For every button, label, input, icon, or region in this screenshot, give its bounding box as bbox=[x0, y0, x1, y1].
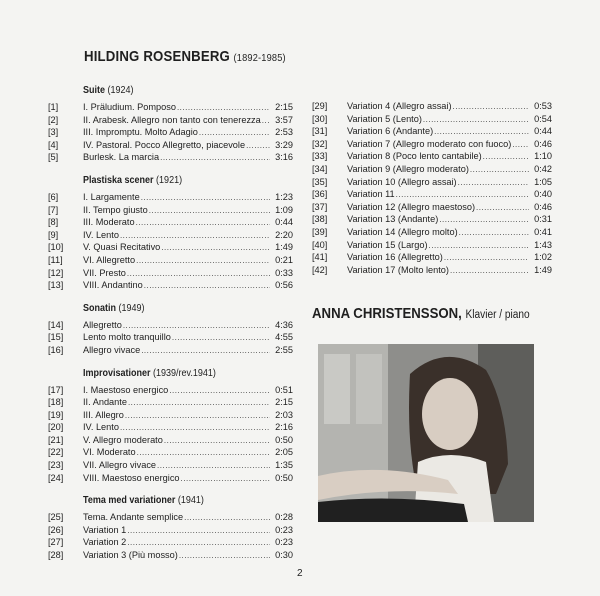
dot-leader bbox=[141, 345, 270, 358]
track-title: VI. Allegretto bbox=[83, 254, 136, 265]
track-duration: 2:15 bbox=[275, 397, 293, 408]
track-title: II. Tempo giusto bbox=[83, 204, 148, 215]
track-title: IV. Lento bbox=[83, 229, 119, 240]
track-duration: 0:50 bbox=[275, 472, 293, 483]
track-row bbox=[312, 188, 552, 201]
track-title: Variation 6 (Andante) bbox=[347, 126, 434, 137]
track-number: [6] bbox=[48, 191, 59, 202]
track-duration: 0:41 bbox=[534, 226, 552, 237]
track-row bbox=[48, 446, 293, 459]
track-row bbox=[48, 459, 293, 472]
track-number: [7] bbox=[48, 204, 59, 215]
track-number: [19] bbox=[48, 409, 64, 420]
track-row bbox=[48, 241, 293, 254]
dot-leader bbox=[179, 550, 270, 563]
track-number: [32] bbox=[312, 138, 328, 149]
performer-credit bbox=[312, 305, 530, 322]
track-title: II. Andante bbox=[83, 397, 127, 408]
track-row bbox=[312, 251, 552, 264]
track-duration: 0:50 bbox=[275, 434, 293, 445]
track-duration: 1:49 bbox=[275, 242, 293, 253]
track-number: [31] bbox=[312, 126, 328, 137]
track-number: [42] bbox=[312, 264, 328, 275]
track-row bbox=[48, 319, 293, 332]
track-row bbox=[312, 150, 552, 163]
track-title: Variation 13 (Andante) bbox=[347, 214, 439, 225]
composer-dates: (1892-1985) bbox=[233, 52, 286, 64]
track-number: [4] bbox=[48, 139, 59, 150]
track-duration: 1:10 bbox=[534, 151, 552, 162]
track-row bbox=[48, 191, 293, 204]
track-number: [41] bbox=[312, 252, 328, 263]
track-duration: 2:55 bbox=[275, 344, 293, 355]
composer-name: HILDING ROSENBERG bbox=[84, 48, 231, 65]
composer-heading bbox=[84, 48, 286, 65]
track-title: III. Impromptu. Molto Adagio bbox=[83, 127, 198, 138]
track-duration: 0:28 bbox=[275, 512, 293, 523]
track-number: [13] bbox=[48, 280, 64, 291]
track-title: Burlesk. La marcia bbox=[83, 152, 160, 163]
track-duration: 1:35 bbox=[275, 460, 293, 471]
track-title: Variation 2 bbox=[83, 537, 127, 548]
track-title: VII. Allegro vivace bbox=[83, 460, 157, 471]
track-row bbox=[48, 472, 293, 485]
track-row bbox=[312, 226, 552, 239]
track-row bbox=[48, 267, 293, 280]
track-duration: 4:55 bbox=[275, 332, 293, 343]
performer-photo bbox=[318, 344, 534, 522]
track-title: Allegretto bbox=[83, 319, 122, 330]
work-title: Tema med variationer (1941) bbox=[83, 495, 204, 507]
track-number: [11] bbox=[48, 254, 63, 265]
track-title: IV. Pastoral. Pocco Allegretto, piacevole bbox=[83, 139, 246, 150]
track-number: [38] bbox=[312, 214, 328, 225]
track-title: I. Präludium. Pomposo bbox=[83, 102, 176, 112]
track-number: [15] bbox=[48, 332, 64, 343]
track-duration: 0:46 bbox=[534, 201, 552, 212]
track-number: [35] bbox=[312, 176, 328, 187]
track-row bbox=[48, 139, 293, 152]
track-title: Variation 12 (Allegro maestoso) bbox=[347, 201, 476, 212]
track-row bbox=[48, 126, 293, 139]
track-row bbox=[312, 264, 552, 277]
track-number: [28] bbox=[48, 550, 64, 561]
track-title: Variation 3 (Più mosso) bbox=[83, 550, 178, 561]
track-title: IV. Lento bbox=[83, 422, 119, 433]
track-number: [17] bbox=[48, 384, 64, 395]
track-title: I. Maestoso energico bbox=[83, 384, 169, 395]
track-row bbox=[312, 213, 552, 226]
track-row bbox=[48, 344, 293, 357]
track-duration: 1:49 bbox=[534, 264, 552, 275]
work-title: Improvisationer (1939/rev.1941) bbox=[83, 367, 216, 379]
track-number: [8] bbox=[48, 217, 59, 228]
track-title: Variation 17 (Molto lento) bbox=[347, 264, 449, 275]
track-number: [18] bbox=[48, 397, 64, 408]
track-title: III. Allegro bbox=[83, 409, 124, 420]
track-row bbox=[312, 125, 552, 138]
dot-leader bbox=[144, 280, 270, 293]
dot-leader bbox=[450, 265, 529, 278]
track-number: [23] bbox=[48, 460, 64, 471]
track-number: [27] bbox=[48, 537, 64, 548]
track-row bbox=[48, 229, 293, 242]
track-row bbox=[48, 279, 293, 292]
track-number: [24] bbox=[48, 472, 64, 483]
track-title: III. Moderato bbox=[83, 217, 135, 228]
track-number: [22] bbox=[48, 447, 64, 458]
track-duration: 0:54 bbox=[534, 113, 552, 124]
track-row bbox=[48, 204, 293, 217]
track-number: [25] bbox=[48, 512, 64, 523]
track-duration: 0:21 bbox=[275, 254, 293, 265]
track-row bbox=[312, 100, 552, 113]
track-duration: 0:44 bbox=[534, 126, 552, 137]
track-duration: 0:51 bbox=[275, 384, 293, 395]
track-title: VIII. Andantino bbox=[83, 280, 143, 291]
track-row bbox=[48, 254, 293, 267]
track-row bbox=[48, 511, 293, 524]
track-duration: 0:46 bbox=[534, 138, 552, 149]
track-number: [21] bbox=[48, 434, 64, 445]
page-number: 2 bbox=[297, 568, 303, 579]
work-title: Plastiska scener (1921) bbox=[83, 174, 183, 186]
track-title: VI. Moderato bbox=[83, 447, 136, 458]
track-duration: 3:57 bbox=[275, 114, 293, 125]
track-duration: 2:53 bbox=[275, 127, 293, 138]
track-duration: 0:31 bbox=[534, 214, 552, 225]
track-duration: 1:09 bbox=[275, 204, 293, 215]
track-duration: 3:16 bbox=[275, 152, 293, 163]
track-row bbox=[48, 549, 293, 562]
track-duration: 2:16 bbox=[275, 422, 293, 433]
track-number: [14] bbox=[48, 319, 64, 330]
track-row bbox=[312, 176, 552, 189]
track-row bbox=[48, 216, 293, 229]
track-duration: 0:40 bbox=[534, 189, 552, 200]
track-number: [40] bbox=[312, 239, 328, 250]
track-title: Variation 14 (Allegro molto) bbox=[347, 226, 458, 237]
track-title: Variation 5 (Lento) bbox=[347, 113, 422, 124]
track-title: II. Arabesk. Allegro non tanto con tenerezza bbox=[83, 114, 261, 125]
track-title: VII. Presto bbox=[83, 267, 126, 278]
track-duration: 0:53 bbox=[534, 101, 552, 111]
dot-leader bbox=[181, 473, 270, 486]
track-number: [2] bbox=[48, 114, 59, 125]
track-duration: 1:23 bbox=[275, 191, 293, 202]
track-row bbox=[312, 163, 552, 176]
track-row bbox=[48, 396, 293, 409]
performer-role: Klavier / piano bbox=[465, 309, 530, 321]
track-row bbox=[48, 421, 293, 434]
track-duration: 0:23 bbox=[275, 524, 293, 535]
tracklist-right bbox=[312, 100, 552, 276]
track-title: V. Allegro moderato bbox=[83, 434, 163, 445]
track-row bbox=[48, 114, 293, 127]
dot-leader bbox=[160, 152, 270, 165]
track-title: I. Largamente bbox=[83, 191, 140, 202]
track-row bbox=[48, 384, 293, 397]
track-duration: 0:30 bbox=[275, 550, 293, 561]
track-number: [12] bbox=[48, 267, 64, 278]
track-duration: 2:03 bbox=[275, 409, 293, 420]
track-row bbox=[312, 239, 552, 252]
track-number: [33] bbox=[312, 151, 328, 162]
track-duration: 2:05 bbox=[275, 447, 293, 458]
track-duration: 1:02 bbox=[534, 252, 552, 263]
track-row bbox=[48, 331, 293, 344]
track-number: [3] bbox=[48, 127, 59, 138]
track-number: [37] bbox=[312, 201, 328, 212]
track-duration: 0:33 bbox=[275, 267, 293, 278]
track-duration: 2:15 bbox=[275, 102, 293, 112]
track-number: [5] bbox=[48, 152, 59, 163]
track-title: Allegro vivace bbox=[83, 344, 141, 355]
track-number: [34] bbox=[312, 163, 328, 174]
track-duration: 1:05 bbox=[534, 176, 552, 187]
track-row bbox=[312, 113, 552, 126]
track-row bbox=[48, 151, 293, 164]
track-title: Variation 10 (Allegro assai) bbox=[347, 176, 457, 187]
track-title: Variation 11 bbox=[347, 189, 395, 200]
track-duration: 0:44 bbox=[275, 217, 293, 228]
track-number: [1] bbox=[48, 102, 59, 112]
track-title: VIII. Maestoso energico bbox=[83, 472, 180, 483]
track-duration: 0:56 bbox=[275, 280, 293, 291]
track-duration: 1:43 bbox=[534, 239, 552, 250]
track-title: Variation 8 (Poco lento cantabile) bbox=[347, 151, 482, 162]
track-row bbox=[48, 524, 293, 537]
track-duration: 0:23 bbox=[275, 537, 293, 548]
track-title: Variation 9 (Allegro moderato) bbox=[347, 163, 469, 174]
track-duration: 2:20 bbox=[275, 229, 293, 240]
track-number: [36] bbox=[312, 189, 328, 200]
track-number: [10] bbox=[48, 242, 64, 253]
track-number: [39] bbox=[312, 226, 328, 237]
track-number: [20] bbox=[48, 422, 64, 433]
track-number: [9] bbox=[48, 229, 59, 240]
track-row bbox=[48, 434, 293, 447]
work-title: Sonatin (1949) bbox=[83, 302, 145, 314]
track-number: [26] bbox=[48, 524, 64, 535]
tracklist-left bbox=[48, 84, 293, 562]
track-title: Variation 15 (Largo) bbox=[347, 239, 428, 250]
track-row bbox=[48, 409, 293, 422]
track-number: [30] bbox=[312, 113, 328, 124]
track-row bbox=[48, 536, 293, 549]
track-duration: 0:42 bbox=[534, 163, 552, 174]
track-title: Variation 7 (Allegro moderato con fuoco) bbox=[347, 138, 512, 149]
track-row bbox=[312, 201, 552, 214]
track-duration: 3:29 bbox=[275, 139, 293, 150]
performer-name: ANNA CHRISTENSSON, bbox=[312, 305, 462, 322]
track-number: [16] bbox=[48, 344, 64, 355]
track-title: Tema. Andante semplice bbox=[83, 512, 184, 523]
track-title: Variation 4 (Allegro assai) bbox=[347, 101, 452, 111]
track-number: [29] bbox=[312, 101, 328, 111]
work-title: Suite (1924) bbox=[83, 85, 134, 96]
track-row bbox=[312, 138, 552, 151]
track-title: Variation 16 (Allegretto) bbox=[347, 252, 443, 263]
track-row bbox=[48, 101, 293, 114]
track-title: Variation 1 bbox=[83, 524, 127, 535]
track-duration: 4:36 bbox=[275, 319, 293, 330]
track-title: Lento molto tranquillo bbox=[83, 332, 171, 343]
track-title: V. Quasi Recitativo bbox=[83, 242, 161, 253]
